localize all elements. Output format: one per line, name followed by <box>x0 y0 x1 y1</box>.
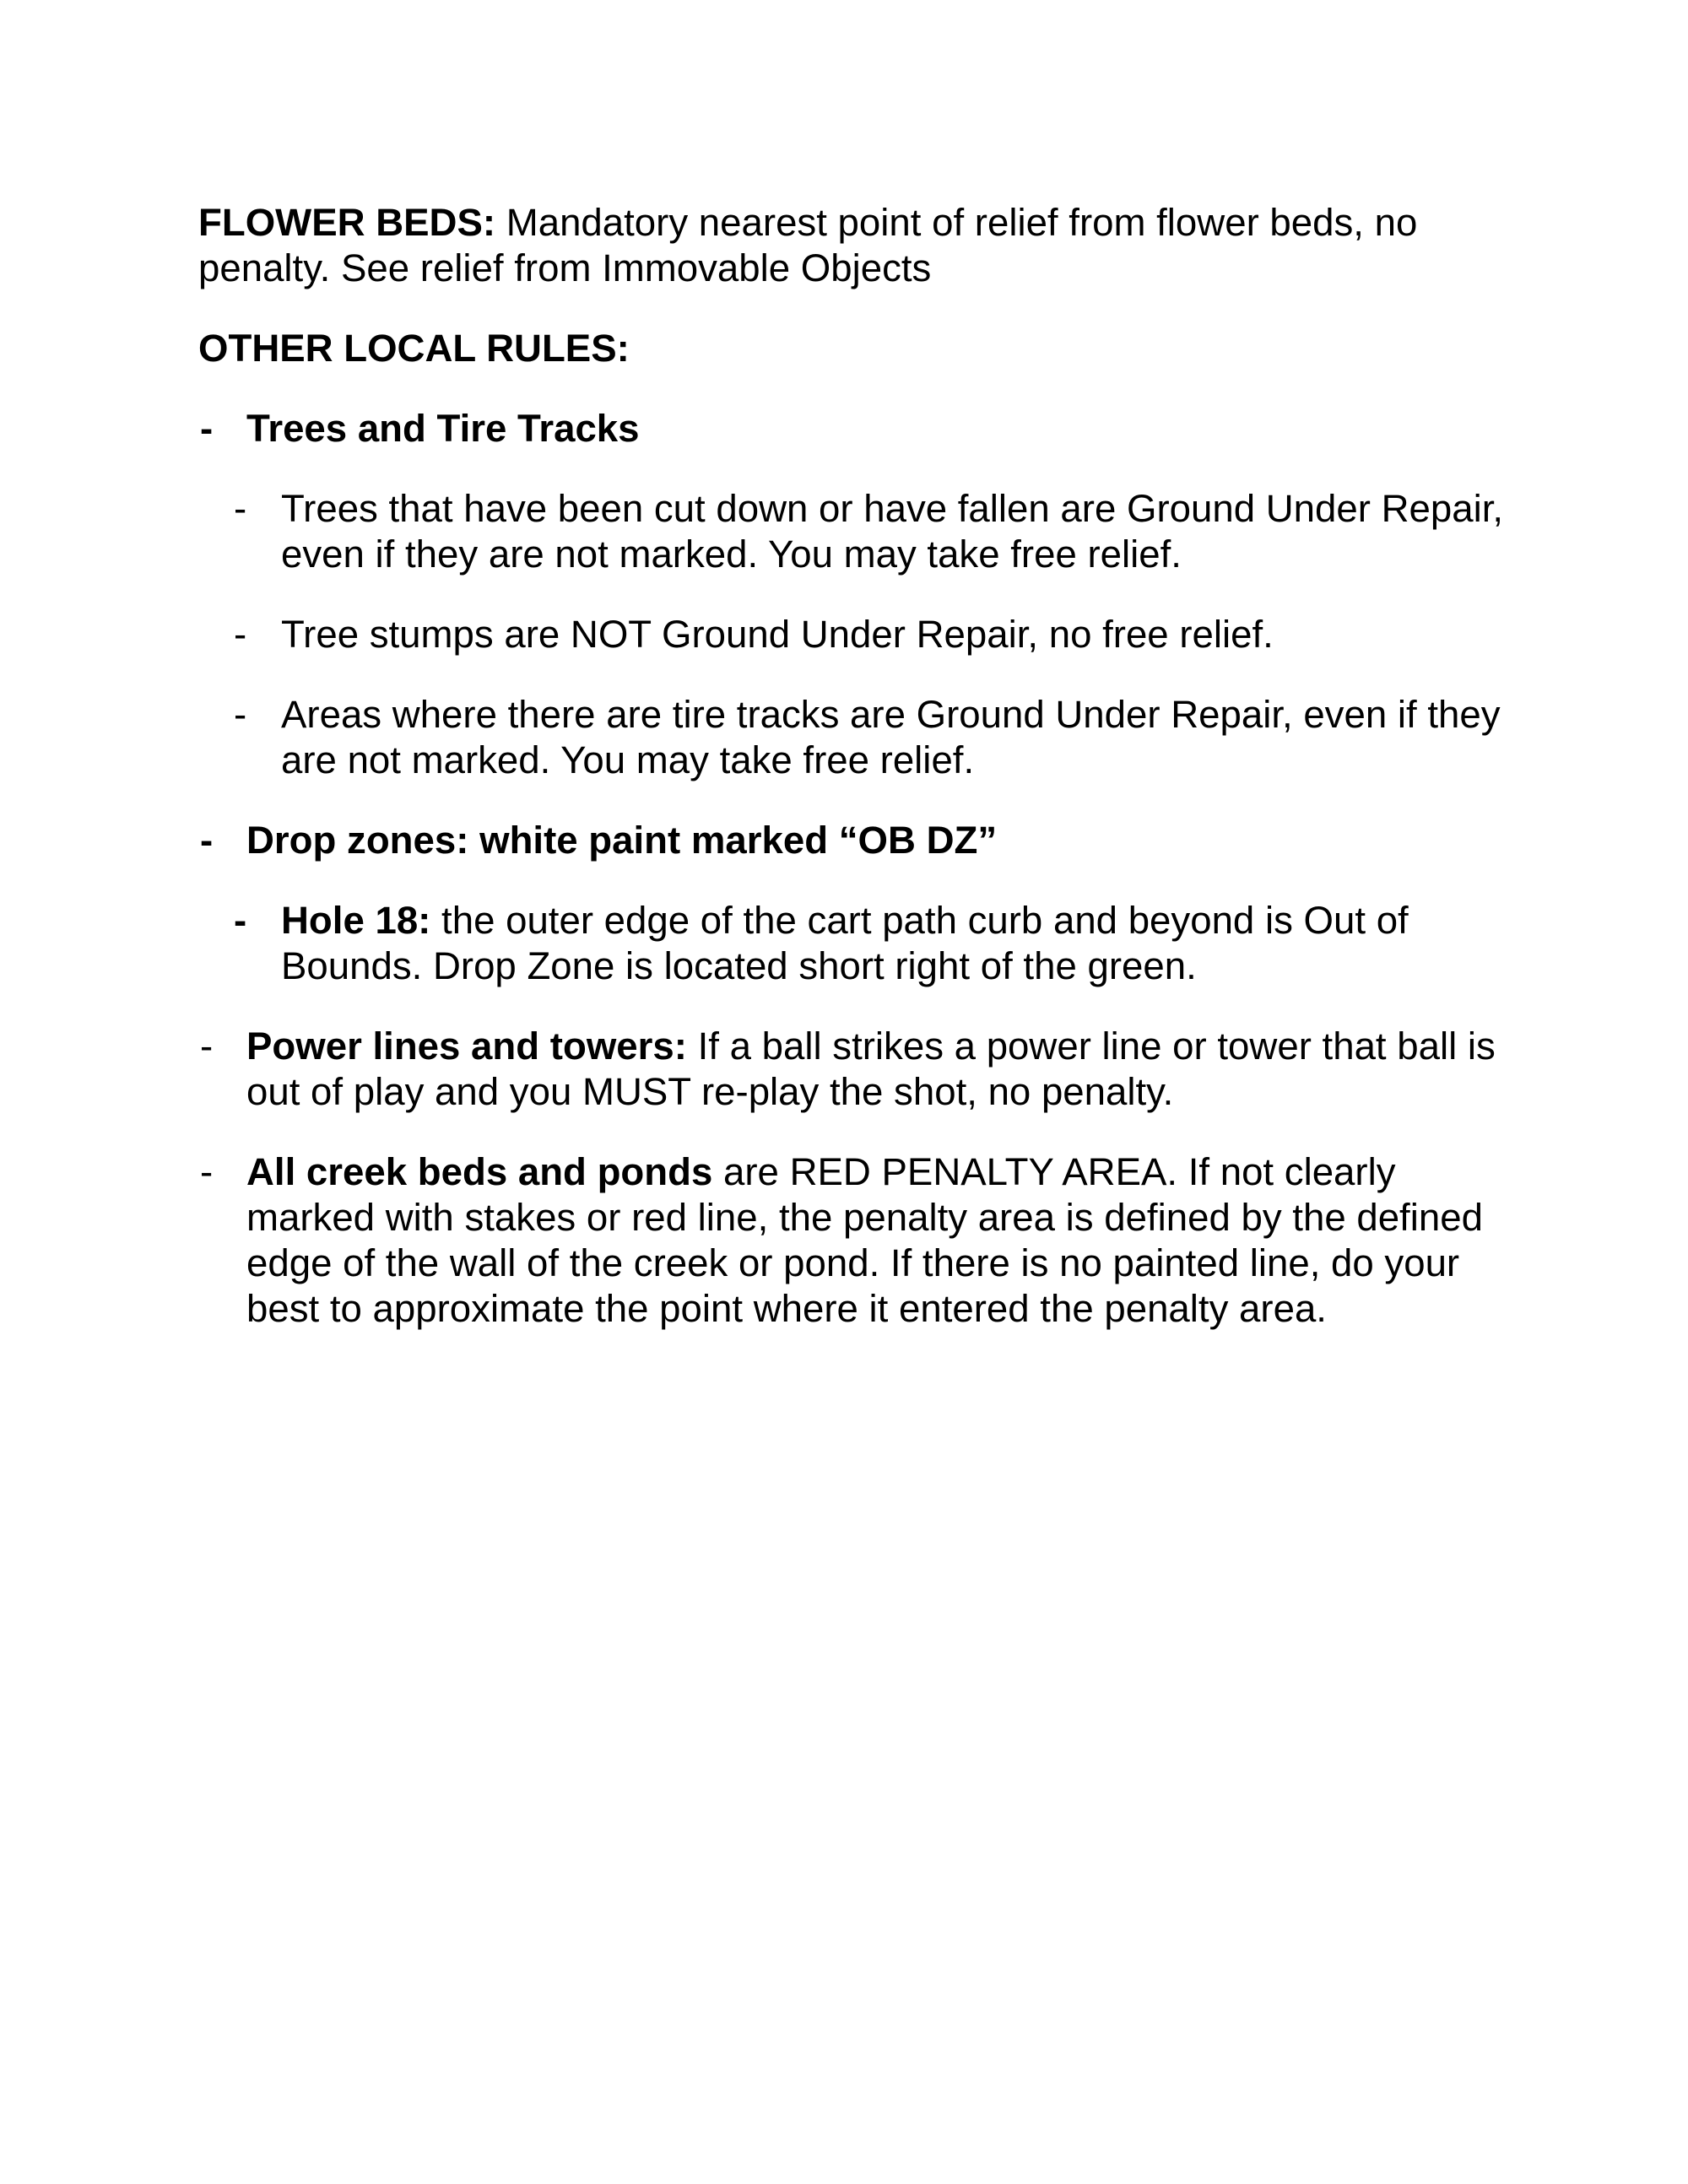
text-segment: Hole 18: <box>281 899 431 942</box>
text-segment: All creek beds and ponds <box>246 1150 713 1193</box>
bullet-dash-icon: - <box>200 1024 214 1068</box>
bullet-power-lines <box>198 1024 1528 1115</box>
bullet-dash-icon: - <box>234 899 247 942</box>
bullet-tree-stumps <box>198 612 1528 657</box>
bullet-drop-zones <box>198 818 1528 863</box>
bullet-hole-18 <box>198 898 1528 989</box>
heading-other-local-rules <box>198 326 1528 371</box>
bullet-dash-icon: - <box>234 693 247 736</box>
text-segment: Tree stumps are NOT Ground Under Repair, no free relief. <box>281 613 1274 656</box>
text-content <box>198 200 1528 1332</box>
text-segment: are RED PENALTY AREA. If not clearly marked with stakes or red line, the penalty area is defined by the defined edge of the wall of the creek or pond. If there is no painted line, do your best to approximate the point where it entered the penalty area. <box>246 1150 1483 1330</box>
text-segment: Trees that have been cut down or have fallen are Ground Under Repair, even if they are not marked. You may take free relief. <box>281 487 1504 576</box>
text-segment: Power lines and towers: <box>246 1024 687 1068</box>
bullet-trees-and-tire-tracks <box>198 406 1528 451</box>
text-segment: the outer edge of the cart path curb and beyond is Out of Bounds. Drop Zone is located short right of the green. <box>281 899 1409 987</box>
text-segment: Mandatory nearest point of relief from flower beds, no penalty. See relief from Immovable Objects <box>198 201 1418 289</box>
bullet-dash-icon: - <box>234 613 247 656</box>
text-segment: If a ball strikes a power line or tower that ball is out of play and you MUST re-play the shot, no penalty. <box>246 1024 1496 1113</box>
text-segment: Areas where there are tire tracks are Ground Under Repair, even if they are not marked. You may take free relief. <box>281 693 1501 781</box>
text-segment: Trees and Tire Tracks <box>246 407 640 450</box>
paragraph-flower-beds <box>198 200 1528 291</box>
text-segment: Drop zones: white paint marked “OB DZ” <box>246 819 998 862</box>
bullet-dash-icon: - <box>200 407 214 450</box>
text-segment: FLOWER BEDS: <box>198 201 496 244</box>
bullet-dash-icon: - <box>200 1150 214 1193</box>
bullet-creek-beds-ponds <box>198 1149 1528 1332</box>
text-segment: OTHER LOCAL RULES: <box>198 327 630 370</box>
bullet-dash-icon: - <box>200 819 214 862</box>
bullet-tire-tracks <box>198 692 1528 783</box>
bullet-trees-cut-down <box>198 486 1528 577</box>
bullet-dash-icon: - <box>234 487 247 530</box>
